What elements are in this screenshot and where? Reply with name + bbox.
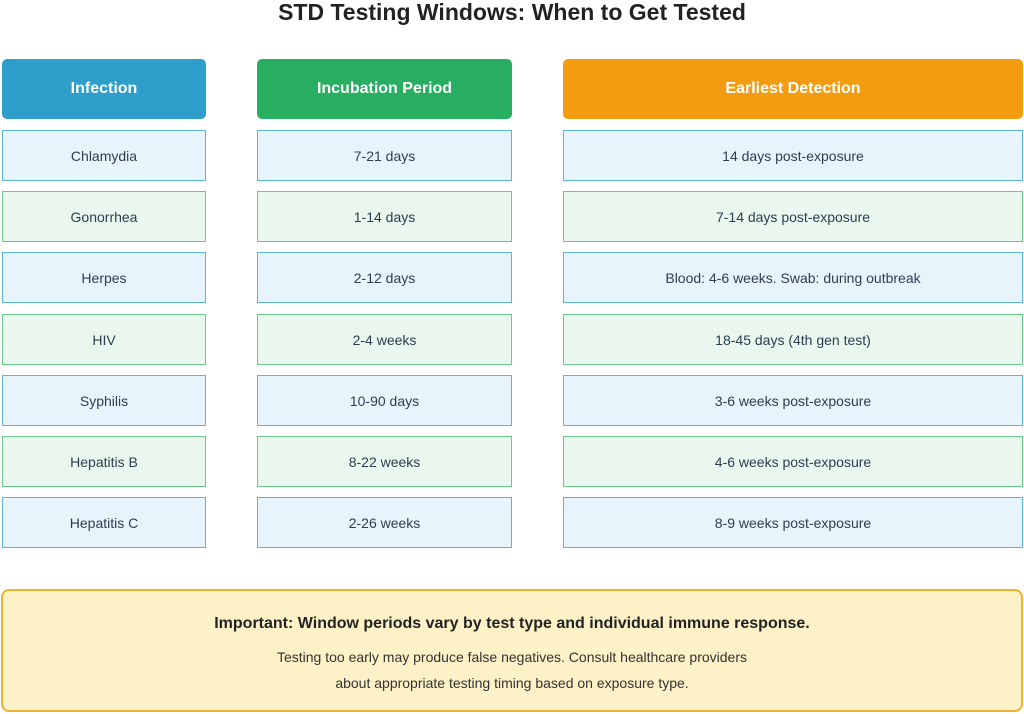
incubation-cell: 7-21 days — [257, 130, 512, 181]
infection-cell: Gonorrhea — [2, 191, 206, 242]
infection-cell: Syphilis — [2, 375, 206, 426]
detection-cell: Blood: 4-6 weeks. Swab: during outbreak — [563, 252, 1023, 303]
detection-cell: 7-14 days post-exposure — [563, 191, 1023, 242]
incubation-cell: 10-90 days — [257, 375, 512, 426]
detection-column-header: Earliest Detection — [563, 59, 1023, 119]
incubation-cell: 2-26 weeks — [257, 497, 512, 548]
infection-cell: Chlamydia — [2, 130, 206, 181]
detection-cell: 18-45 days (4th gen test) — [563, 314, 1023, 365]
incubation-column-header: Incubation Period — [257, 59, 512, 119]
important-note-box — [1, 589, 1023, 712]
note-text-line: Testing too early may produce false negatives. Consult healthcare providers — [276, 649, 748, 665]
incubation-cell: 1-14 days — [257, 191, 512, 242]
note-text-line: about appropriate testing timing based on exposure type. — [335, 675, 689, 691]
detection-cell: 3-6 weeks post-exposure — [563, 375, 1023, 426]
page-title: STD Testing Windows: When to Get Tested — [278, 0, 746, 25]
note-title: Important: Window periods vary by test type and individual immune response. — [214, 615, 810, 632]
infection-cell: Herpes — [2, 252, 206, 303]
infection-cell: Hepatitis C — [2, 497, 206, 548]
detection-cell: 8-9 weeks post-exposure — [563, 497, 1023, 548]
infection-cell: HIV — [2, 314, 206, 365]
incubation-cell: 8-22 weeks — [257, 436, 512, 487]
detection-cell: 4-6 weeks post-exposure — [563, 436, 1023, 487]
infection-cell: Hepatitis B — [2, 436, 206, 487]
detection-cell: 14 days post-exposure — [563, 130, 1023, 181]
incubation-cell: 2-4 weeks — [257, 314, 512, 365]
infection-column-header: Infection — [2, 59, 206, 119]
incubation-cell: 2-12 days — [257, 252, 512, 303]
